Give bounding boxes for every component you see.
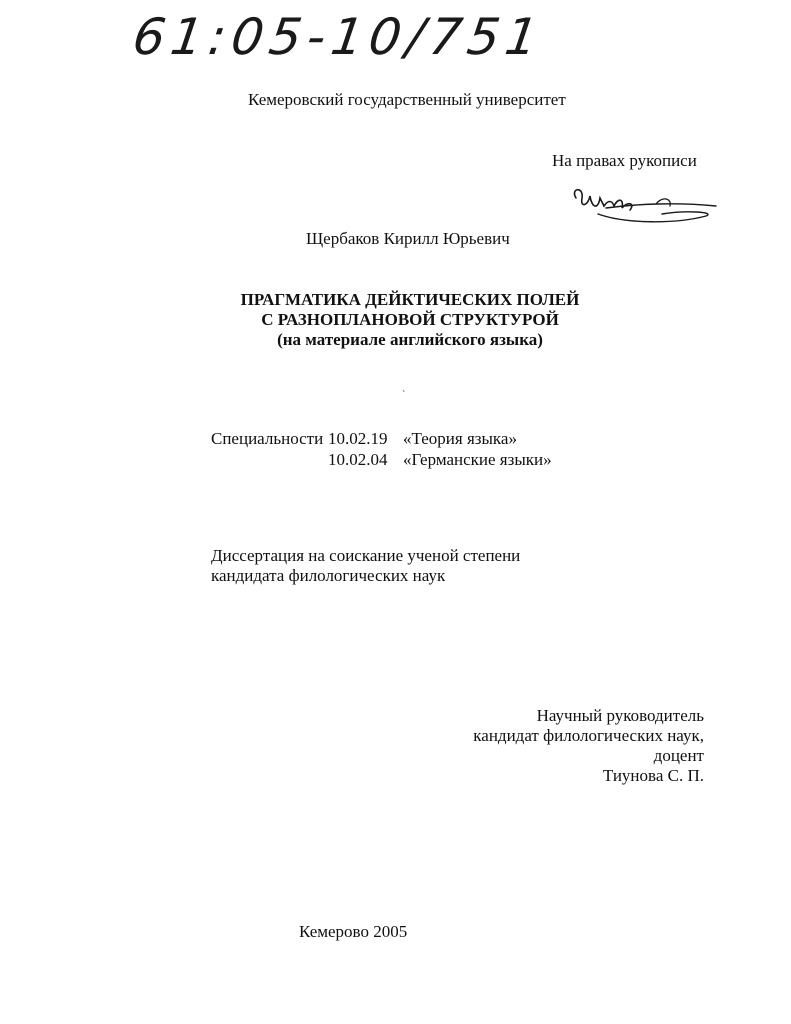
handwritten-archive-code xyxy=(129,4,548,68)
dissertation-degree xyxy=(211,546,520,586)
supervisor-line-1: Научный руководитель xyxy=(536,706,704,725)
specialty-name: «Теория языка» xyxy=(403,429,517,448)
handwritten-code-text: 61:05-10/751 xyxy=(129,7,548,66)
university-name: Кемеровский государственный университет xyxy=(248,90,566,109)
scientific-supervisor xyxy=(473,706,704,786)
city-year: Кемерово 2005 xyxy=(299,922,408,941)
title-line-1: ПРАГМАТИКА ДЕЙКТИЧЕСКИХ ПОЛЕЙ xyxy=(240,290,580,309)
supervisor-line-4: Тиунова С. П. xyxy=(602,766,704,785)
dissertation-line-1: Диссертация на соискание ученой степени xyxy=(211,546,521,565)
specialty-code: 10.02.19 xyxy=(328,429,388,448)
author-name: Щербаков Кирилл Юрьевич xyxy=(306,229,510,248)
dissertation-line-2: кандидата филологических наук xyxy=(211,566,446,585)
specialties-label: Специальности xyxy=(211,429,324,448)
title-line-3: (на материале английского языка) xyxy=(277,330,543,349)
supervisor-line-3: доцент xyxy=(653,746,704,765)
specialty-code: 10.02.04 xyxy=(328,450,388,469)
dissertation-title xyxy=(160,290,660,350)
signature xyxy=(566,184,726,230)
specialty-name: «Германские языки» xyxy=(403,450,552,469)
title-line-2: С РАЗНОПЛАНОВОЙ СТРУКТУРОЙ xyxy=(261,310,559,329)
stray-mark: ˋ xyxy=(402,390,406,401)
manuscript-rights-note: На правах рукописи xyxy=(552,151,697,170)
supervisor-line-2: кандидат филологических наук, xyxy=(473,726,704,745)
